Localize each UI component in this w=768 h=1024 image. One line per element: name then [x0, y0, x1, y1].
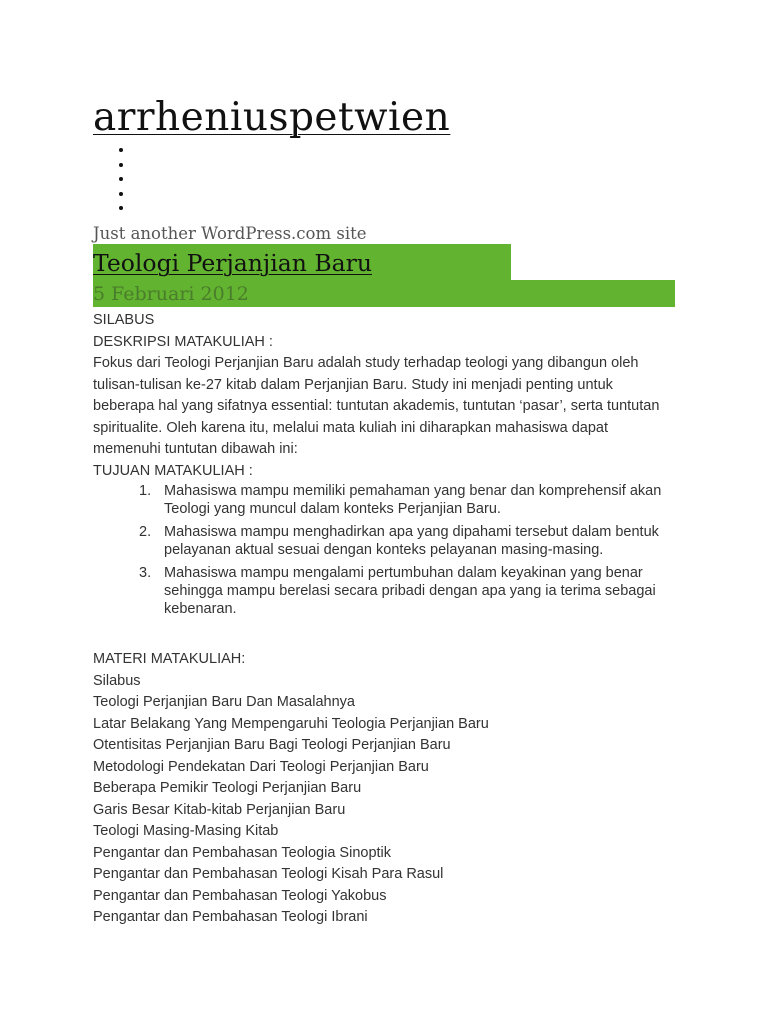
material-item: Pengantar dan Pembahasan Teologia Sinoptik — [93, 844, 392, 861]
goal-text: Mahasiswa mampu menghadirkan apa yang dipahami tersebut dalam bentuk pelayanan aktual sesuai dengan konteks pelayanan masing-masing. — [164, 524, 659, 558]
site-title[interactable] — [93, 94, 450, 142]
goal-number: 3. — [139, 565, 152, 581]
goal-number: 1. — [139, 483, 152, 499]
post-title-link[interactable]: Teologi Perjanjian Baru — [93, 249, 372, 277]
post-title[interactable] — [93, 247, 372, 279]
goal-item — [93, 523, 683, 559]
menu-item[interactable] — [93, 143, 133, 158]
material-item: Teologi Perjanjian Baru Dan Masalahnya — [93, 694, 355, 710]
goals-list — [93, 482, 683, 618]
goals-heading: TUJUAN MATAKULIAH : — [93, 462, 253, 479]
post-date: 5 Februari 2012 — [93, 283, 249, 305]
silabus-heading: SILABUS — [93, 312, 155, 328]
goal-item — [93, 564, 683, 618]
nav-menu — [93, 143, 133, 216]
menu-item[interactable] — [93, 187, 133, 202]
site-title-link[interactable]: arrheniuspetwien — [93, 95, 451, 140]
goal-text: Mahasiswa mampu mengalami pertumbuhan dalam keyakinan yang benar sehingga mampu berelasi secara pribadi dengan apa yang ia terima sebagai kebenaran. — [164, 565, 656, 617]
material-item: Pengantar dan Pembahasan Teologi Ibrani — [93, 909, 368, 925]
materials-heading: MATERI MATAKULIAH: — [93, 651, 246, 667]
goal-text: Mahasiswa mampu memiliki pemahaman yang benar dan komprehensif akan Teologi yang muncul dalam konteks Perjanjian Baru. — [164, 483, 662, 517]
menu-item[interactable] — [93, 172, 133, 187]
menu-item[interactable] — [93, 201, 133, 216]
menu-item[interactable] — [93, 158, 133, 173]
material-item: Metodologi Pendekatan Dari Teologi Perjanjian Baru — [93, 758, 429, 775]
description-heading: DESKRIPSI MATAKULIAH : — [93, 333, 273, 350]
goal-item — [93, 482, 683, 518]
material-item: Garis Besar Kitab-kitab Perjanjian Baru — [93, 801, 346, 818]
material-item: Silabus — [93, 672, 141, 689]
material-item: Otentisitas Perjanjian Baru Bagi Teologi Perjanjian Baru — [93, 737, 451, 753]
material-item: Latar Belakang Yang Mempengaruhi Teologia Perjanjian Baru — [93, 715, 489, 732]
material-item: Teologi Masing-Masing Kitab — [93, 823, 279, 839]
site-tagline: Just another WordPress.com site — [93, 224, 367, 243]
material-item: Pengantar dan Pembahasan Teologi Yakobus — [93, 887, 387, 904]
description-body: Fokus dari Teologi Perjanjian Baru adalah study terhadap teologi yang dibangun oleh tulisan-tulisan ke-27 kitab dalam Perjanjian Baru. Study ini menjadi penting untuk beberapa hal yang sifatnya essential: tuntutan akademis, tuntutan ‘pasar’, serta tuntutan spiritualite. Oleh karena itu, melalui mata kuliah ini diharapkan mahasiswa dapat memenuhi tuntutan dibawah ini: — [93, 355, 660, 457]
material-item: Pengantar dan Pembahasan Teologi Kisah Para Rasul — [93, 866, 444, 882]
post-content — [93, 310, 683, 929]
goal-number: 2. — [139, 524, 152, 540]
spacer — [93, 623, 683, 649]
material-item: Beberapa Pemikir Teologi Perjanjian Baru — [93, 780, 362, 796]
